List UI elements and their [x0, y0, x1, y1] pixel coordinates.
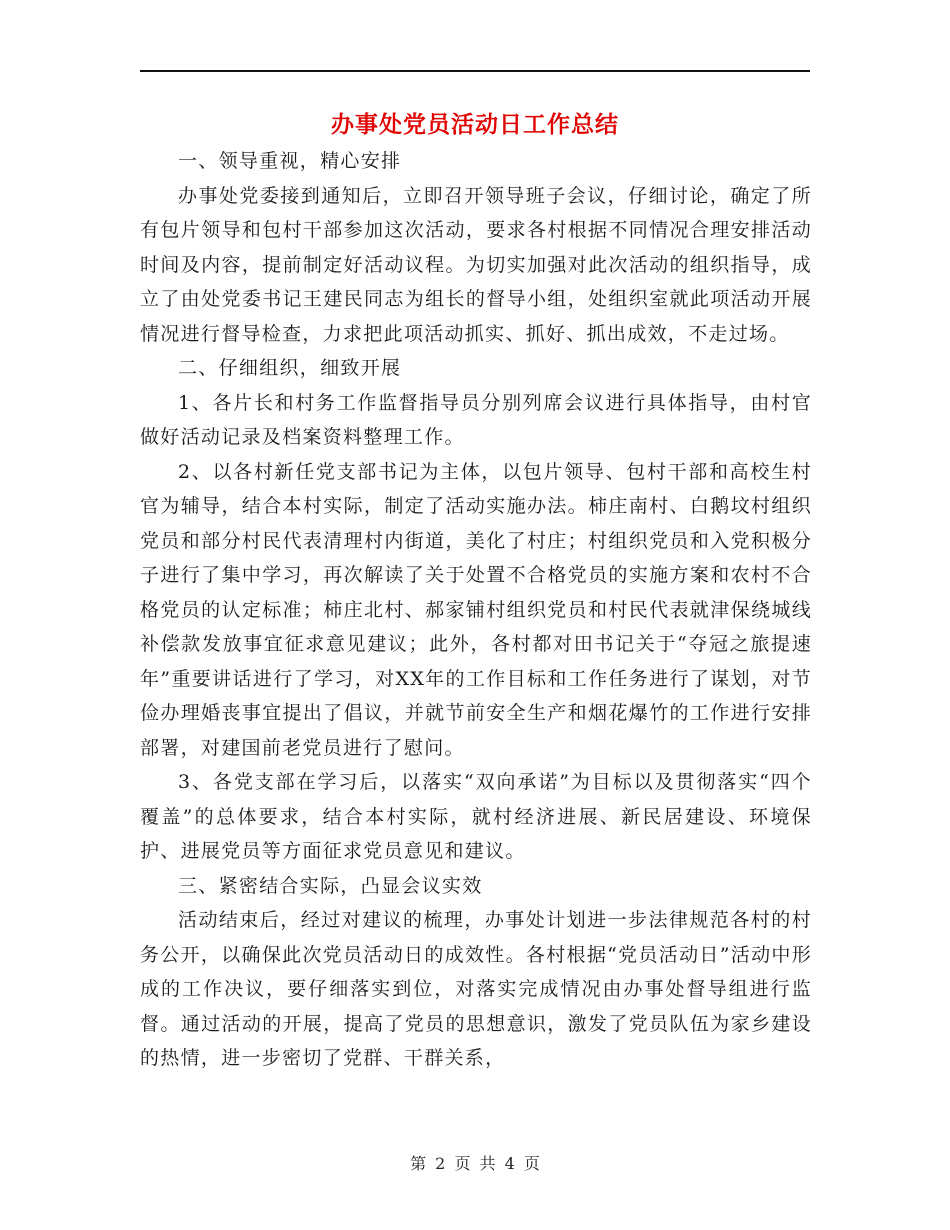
body-paragraph: 1、各片长和村务工作监督指导员分别列席会议进行具体指导，由村官做好活动记录及档案资料整理工作。	[140, 391, 812, 448]
document-body	[140, 144, 812, 1076]
section-heading-1: 一、领导重视，精心安排	[178, 150, 402, 172]
body-paragraph: 办事处党委接到通知后，立即召开领导班子会议，仔细讨论，确定了所有包片领导和包村干部参加这次活动，要求各村根据不同情况合理安排活动时间及内容，提前制定好活动议程。为切实加强对此次活动的组织指导，成立了由处党委书记王建民同志为组长的督导小组，处组织室就此项活动开展情况进行督导检查，力求把此项活动抓实、抓好、抓出成效，不走过场。	[140, 184, 812, 345]
header-rule	[140, 70, 810, 72]
document-title: 办事处党员活动日工作总结	[331, 111, 619, 138]
body-paragraph: 活动结束后，经过对建议的梳理，办事处计划进一步法律规范各村的村务公开，以确保此次党员活动日的成效性。各村根据“党员活动日”活动中形成的工作决议，要仔细落实到位，对落实完成情况由办事处督导组进行监督。通过活动的开展，提高了党员的思想意识，激发了党员队伍为家乡建设的热情，进一步密切了党群、干群关系，	[140, 909, 812, 1069]
body-paragraph: 2、以各村新任党支部书记为主体，以包片领导、包村干部和高校生村官为辅导，结合本村实际，制定了活动实施办法。柿庄南村、白鹅坟村组织党员和部分村民代表清理村内街道，美化了村庄；村组织党员和入党积极分子进行了集中学习，再次解读了关于处置不合格党员的实施方案和农村不合格党员的认定标准；柿庄北村、郝家铺村组织党员和村民代表就津保绕城线补偿款发放事宜征求意见建议；此外，各村都对田书记关于“夺冠之旅提速年”重要讲话进行了学习，对XX年的工作目标和工作任务进行了谋划，对节俭办理婚丧事宜提出了倡议，并就节前安全生产和烟花爆竹的工作进行安排部署，对建国前老党员进行了慰问。	[140, 460, 812, 759]
body-paragraph: 3、各党支部在学习后，以落实“双向承诺”为目标以及贯彻落实“四个覆盖”的总体要求，结合本村实际，就村经济进展、新民居建设、环境保护、进展党员等方面征求党员意见和建议。	[140, 771, 812, 862]
section-heading-3: 三、紧密结合实际，凸显会议实效	[178, 874, 483, 897]
page-number: 第 2 页 共 4 页	[410, 1154, 540, 1173]
section-heading-2: 二、仔细组织，细致开展	[178, 357, 402, 379]
